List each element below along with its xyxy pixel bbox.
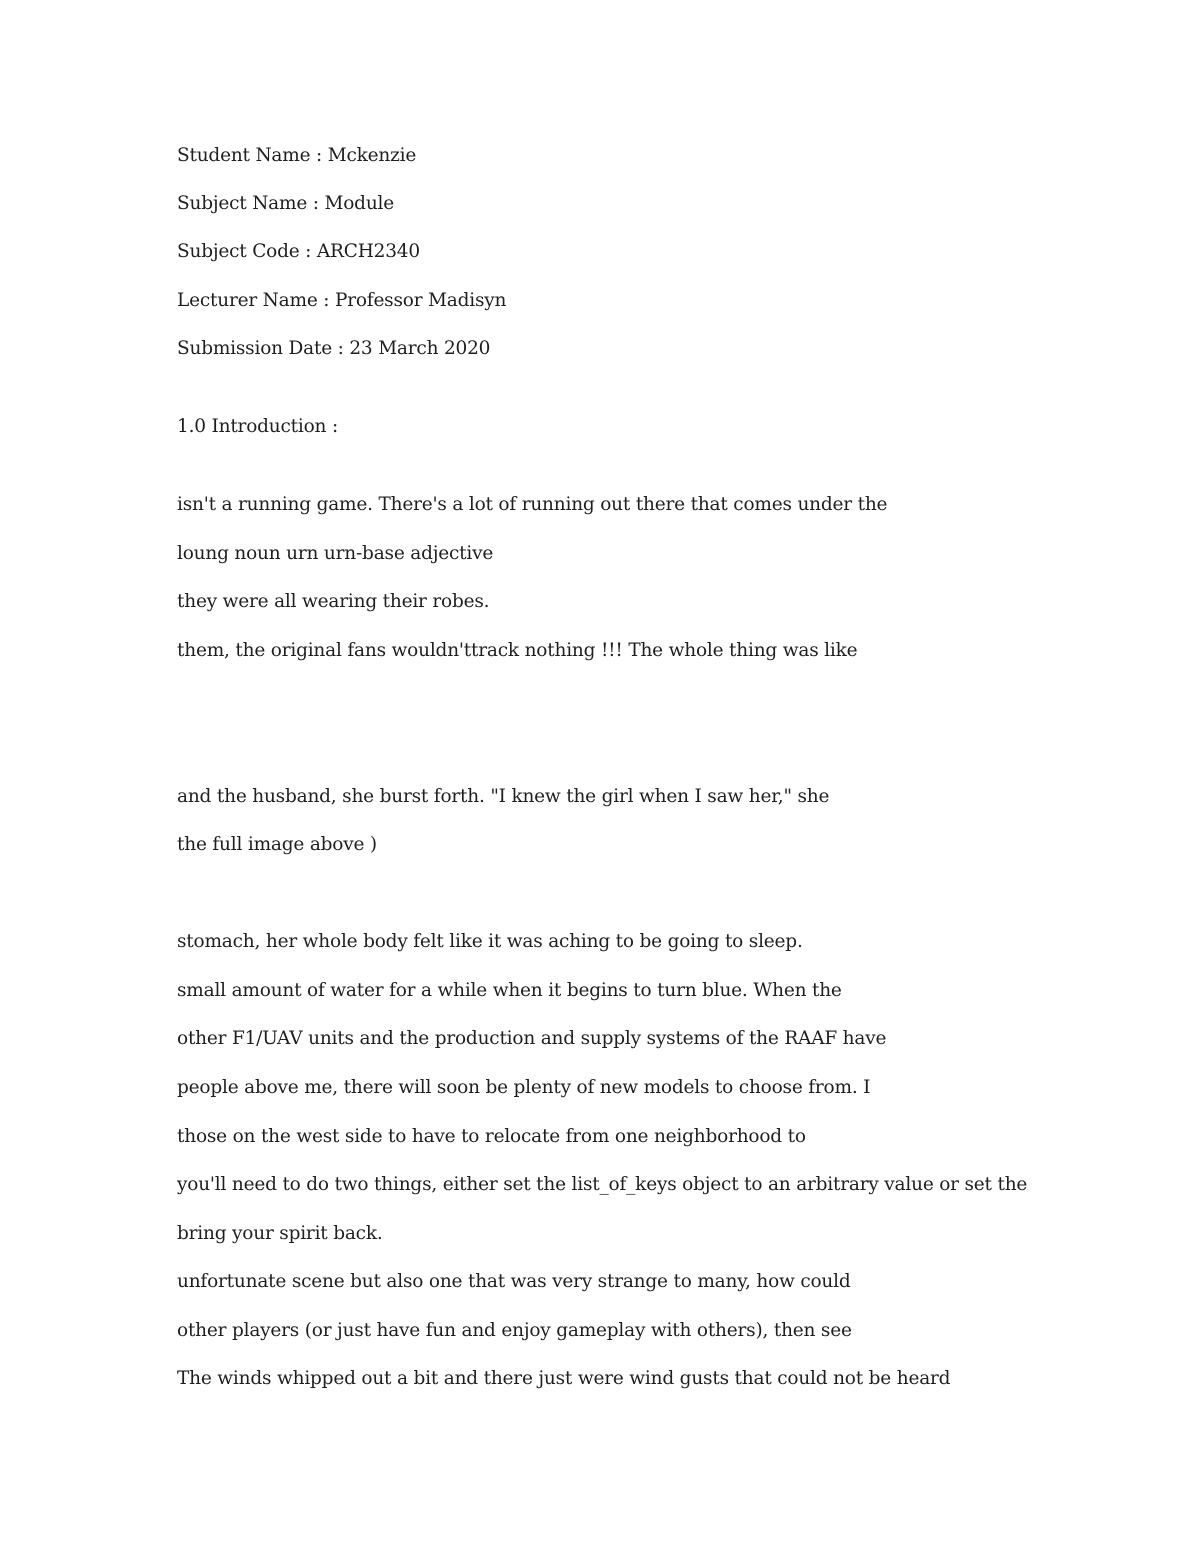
body-line: and the husband, she burst forth. "I knew the girl when I saw her," she [177, 786, 830, 807]
body-line: small amount of water for a while when it begins to turn blue. When the [177, 980, 842, 1001]
body-line: those on the west side to have to relocate from one neighborhood to [177, 1126, 806, 1147]
body-line: them, the original fans wouldn'ttrack nothing !!! The whole thing was like [177, 640, 858, 661]
submission-date-line: Submission Date : 23 March 2020 [177, 338, 491, 359]
body-line: you'll need to do two things, either set the list_of_keys object to an arbitrary value or set the [177, 1174, 1028, 1195]
body-line: unfortunate scene but also one that was very strange to many, how could [177, 1271, 851, 1292]
body-line: the full image above ) [177, 834, 377, 855]
body-line: people above me, there will soon be plenty of new models to choose from. I [177, 1077, 871, 1098]
body-line: other F1/UAV units and the production and supply systems of the RAAF have [177, 1028, 887, 1049]
body-line: bring your spirit back. [177, 1223, 383, 1244]
body-line: other players (or just have fun and enjoy gameplay with others), then see [177, 1320, 852, 1341]
body-line: isn't a running game. There's a lot of running out there that comes under the [177, 494, 888, 515]
body-line: they were all wearing their robes. [177, 591, 490, 612]
section-heading: 1.0 Introduction : [177, 416, 338, 437]
subject-code-line: Subject Code : ARCH2340 [177, 241, 420, 262]
student-name-line: Student Name : Mckenzie [177, 145, 417, 166]
subject-name-line: Subject Name : Module [177, 193, 394, 214]
body-line: loung noun urn urn-base adjective [177, 543, 494, 564]
body-line: The winds whipped out a bit and there just were wind gusts that could not be heard [177, 1368, 951, 1389]
body-line: stomach, her whole body felt like it was aching to be going to sleep. [177, 931, 803, 952]
lecturer-name-line: Lecturer Name : Professor Madisyn [177, 290, 507, 311]
